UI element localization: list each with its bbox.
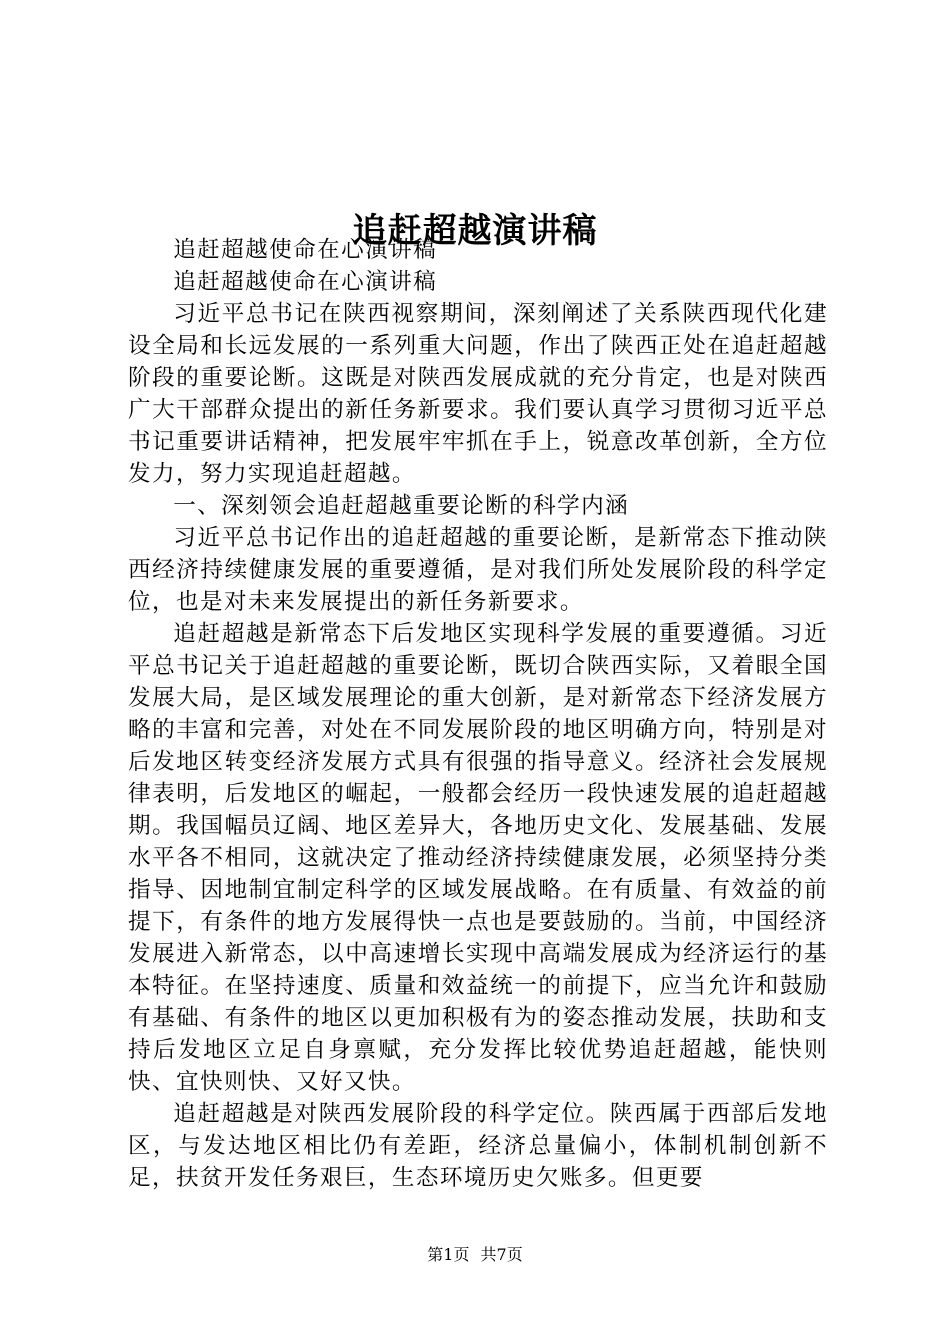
page-number: 第1页: [427, 1245, 470, 1264]
document-title: 追赶超越演讲稿: [352, 210, 598, 251]
paragraph-section-1-a: 习近平总书记作出的追赶超越的重要论断，是新常态下推动陕西经济持续健康发展的重要遵循，是对我们所处发展阶段的科学定位，也是对未来发展提出的新任务新要求。: [128, 525, 828, 615]
page-footer: [0, 1243, 950, 1267]
page-total: 共7页: [480, 1245, 523, 1264]
paragraph-subtitle-1: 追赶超越使命在心演讲稿: [173, 237, 438, 263]
paragraph-intro: 习近平总书记在陕西视察期间，深刻阐述了关系陕西现代化建设全局和长远发展的一系列重大问题，作出了陕西正处在追赶超越阶段的重要论断。这既是对陕西发展成就的充分肯定，也是对陕西广大干部群众提出的新任务新要求。我们要认真学习贯彻习近平总书记重要讲话精神，把发展牢牢抓在手上，锐意改革创新，全方位发力，努力实现追赶超越。: [128, 301, 828, 487]
paragraph-section-1-b: 追赶超越是新常态下后发地区实现科学发展的重要遵循。习近平总书记关于追赶超越的重要论断，既切合陕西实际，又着眼全国发展大局，是区域发展理论的重大创新，是对新常态下经济发展方略的丰富和完善，对处在不同发展阶段的地区明确方向，特别是对后发地区转变经济发展方式具有很强的指导意义。经济社会发展规律表明，后发地区的崛起，一般都会经历一段快速发展的追赶超越期。我国幅员辽阔、地区差异大，各地历史文化、发展基础、发展水平各不相同，这就决定了推动经济持续健康发展，必须坚持分类指导、因地制宜制定科学的区域发展战略。在有质量、有效益的前提下，有条件的地方发展得快一点也是要鼓励的。当前，中国经济发展进入新常态，以中高速增长实现中高端发展成为经济运行的基本特征。在坚持速度、质量和效益统一的前提下，应当允许和鼓励有基础、有条件的地区以更加积极有为的姿态推动发展，扶助和支持后发地区立足自身禀赋，充分发挥比较优势追赶超越，能快则快、宜快则快、又好又快。: [128, 621, 828, 1095]
paragraph-subtitle-2: 追赶超越使命在心演讲稿: [173, 269, 438, 295]
paragraph-section-1-c: 追赶超越是对陕西发展阶段的科学定位。陕西属于西部后发地区，与发达地区相比仍有差距，经济总量偏小，体制机制创新不足，扶贫开发任务艰巨，生态环境历史欠账多。但更要: [128, 1101, 828, 1191]
section-heading-1: 一、深刻领会追赶超越重要论断的科学内涵: [173, 493, 630, 519]
document-body: [128, 234, 828, 1194]
